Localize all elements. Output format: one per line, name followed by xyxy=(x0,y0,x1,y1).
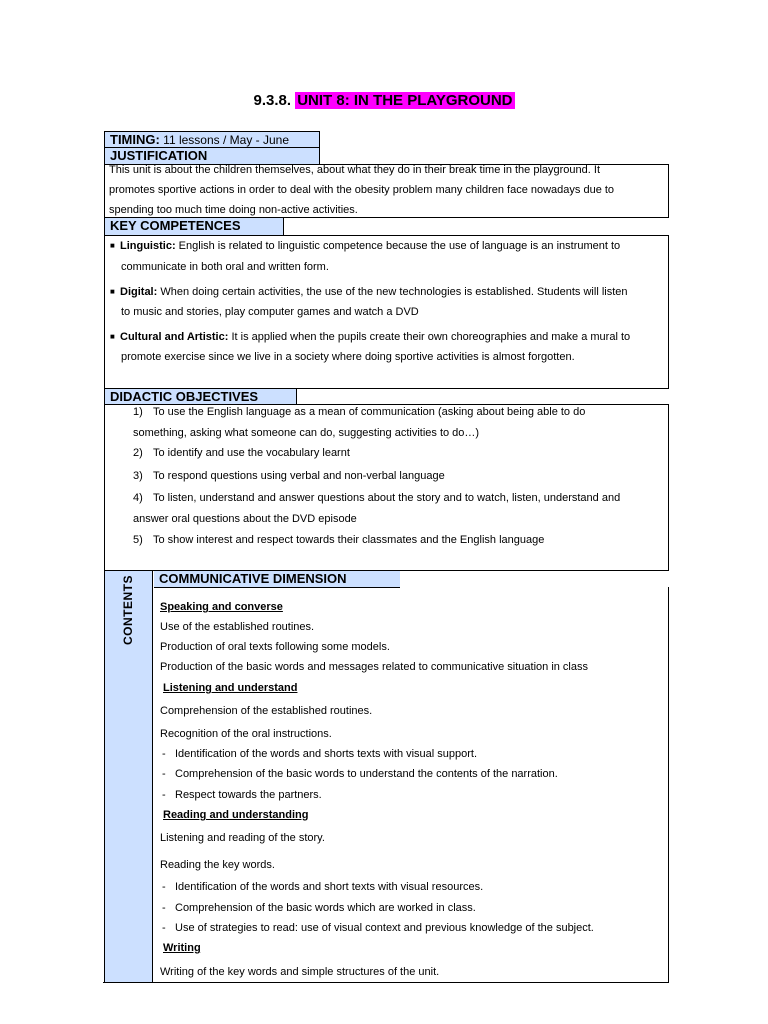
objective-number: 4) xyxy=(133,492,143,504)
competence-text: communicate in both oral and written form. xyxy=(121,261,329,273)
dash-marker: - xyxy=(162,922,166,934)
objective-text: something, asking what someone can do, suggesting activities to do…) xyxy=(133,427,480,439)
dash-marker: - xyxy=(162,748,166,760)
justification-line: This unit is about the children themselves, about what they do in their break time in the playground. It xyxy=(109,164,600,176)
objective-text: answer oral questions about the DVD episode xyxy=(133,513,357,525)
content-line: Use of the established routines. xyxy=(160,621,315,633)
communicative-dimension-text: COMMUNICATIVE DIMENSION xyxy=(159,571,347,586)
objective-number: 5) xyxy=(133,534,143,546)
timing-row xyxy=(104,131,320,148)
objective-item xyxy=(133,406,585,418)
key-competences-header-text: KEY COMPETENCES xyxy=(110,218,241,233)
contents-side-label-text: CONTENTS xyxy=(121,575,135,645)
objective-text: To respond questions using verbal and non-verbal language xyxy=(153,470,445,482)
writing-heading: Writing xyxy=(163,942,201,954)
speaking-heading: Speaking and converse xyxy=(160,601,283,613)
dash-item xyxy=(162,789,322,801)
dash-item xyxy=(162,881,483,893)
objective-text: To show interest and respect towards their classmates and the English language xyxy=(153,534,545,546)
didactic-objectives-header-text: DIDACTIC OBJECTIVES xyxy=(110,389,259,404)
dash-item xyxy=(162,748,477,760)
didactic-objectives-header xyxy=(104,388,297,405)
dash-text: Comprehension of the basic words which are worked in class. xyxy=(175,902,476,914)
competence-text: to music and stories, play computer games and watch a DVD xyxy=(121,306,419,318)
competence-label: Digital: xyxy=(120,286,158,298)
content-line: Production of the basic words and messages related to communicative situation in class xyxy=(160,661,588,673)
key-competences-header xyxy=(104,217,284,236)
objective-item xyxy=(133,470,445,482)
reading-heading: Reading and understanding xyxy=(163,809,309,821)
dash-text: Respect towards the partners. xyxy=(175,789,322,801)
page-title xyxy=(0,92,768,109)
dash-text: Comprehension of the basic words to understand the contents of the narration. xyxy=(175,768,558,780)
dash-text: Identification of the words and shorts texts with visual support. xyxy=(175,748,478,760)
dash-marker: - xyxy=(162,789,166,801)
competence-item xyxy=(110,240,620,252)
content-line: Comprehension of the established routines. xyxy=(160,705,373,717)
dash-marker: - xyxy=(162,768,166,780)
competence-text: English is related to linguistic competence because the use of language is an instrument to xyxy=(178,240,621,252)
listening-heading: Listening and understand xyxy=(163,682,298,694)
competence-text: When doing certain activities, the use of the new technologies is established. Students will listen xyxy=(160,286,628,298)
bullet-icon: ■ xyxy=(110,332,115,341)
dash-item xyxy=(162,768,558,780)
competence-item xyxy=(110,286,628,298)
objective-item xyxy=(133,534,544,546)
contents-right-border xyxy=(668,587,669,983)
dash-marker: - xyxy=(162,902,166,914)
content-line: Recognition of the oral instructions. xyxy=(160,728,332,740)
bullet-icon: ■ xyxy=(110,241,115,250)
contents-side-label xyxy=(121,575,135,645)
objective-number: 1) xyxy=(133,406,143,418)
objective-text: To use the English language as a mean of communication (asking about being able to do xyxy=(153,406,586,418)
objective-number: 2) xyxy=(133,447,143,459)
content-line: Production of oral texts following some models. xyxy=(160,641,390,653)
content-line: Writing of the key words and simple structures of the unit. xyxy=(160,966,440,978)
dash-item xyxy=(162,902,476,914)
justification-line: promotes sportive actions in order to deal with the obesity problem many children face nowadays due to xyxy=(109,184,615,196)
justification-header-text: JUSTIFICATION xyxy=(110,148,208,163)
justification-header xyxy=(104,147,320,165)
unit-title: UNIT 8: IN THE PLAYGROUND xyxy=(297,92,513,109)
dash-item xyxy=(162,922,594,934)
competence-text: It is applied when the pupils create their own choreographies and make a mural to xyxy=(231,331,631,343)
competence-item xyxy=(110,331,630,343)
objective-text: To listen, understand and answer questions about the story and to watch, listen, understand and xyxy=(153,492,621,504)
bullet-icon: ■ xyxy=(110,287,115,296)
content-line: Reading the key words. xyxy=(160,859,275,871)
competence-label: Linguistic: xyxy=(120,240,176,252)
objective-text: To identify and use the vocabulary learnt xyxy=(153,447,350,459)
communicative-dimension-header xyxy=(154,571,400,588)
dash-text: Use of strategies to read: use of visual context and previous knowledge of the subject. xyxy=(175,922,594,934)
competence-text: promote exercise since we live in a society where doing sportive activities is almost forgotten. xyxy=(121,351,575,363)
timing-label: TIMING: xyxy=(110,132,160,147)
competence-label: Cultural and Artistic: xyxy=(120,331,229,343)
contents-bottom-border xyxy=(103,982,669,983)
section-number: 9.3.8. xyxy=(253,92,292,109)
content-line: Listening and reading of the story. xyxy=(160,832,325,844)
justification-line: spending too much time doing non-active activities. xyxy=(109,204,358,216)
dash-text: Identification of the words and short texts with visual resources. xyxy=(175,881,484,893)
dash-marker: - xyxy=(162,881,166,893)
objective-number: 3) xyxy=(133,470,143,482)
objective-item xyxy=(133,447,350,459)
timing-value: 11 lessons / May - June xyxy=(163,133,290,147)
objective-item xyxy=(133,492,620,504)
